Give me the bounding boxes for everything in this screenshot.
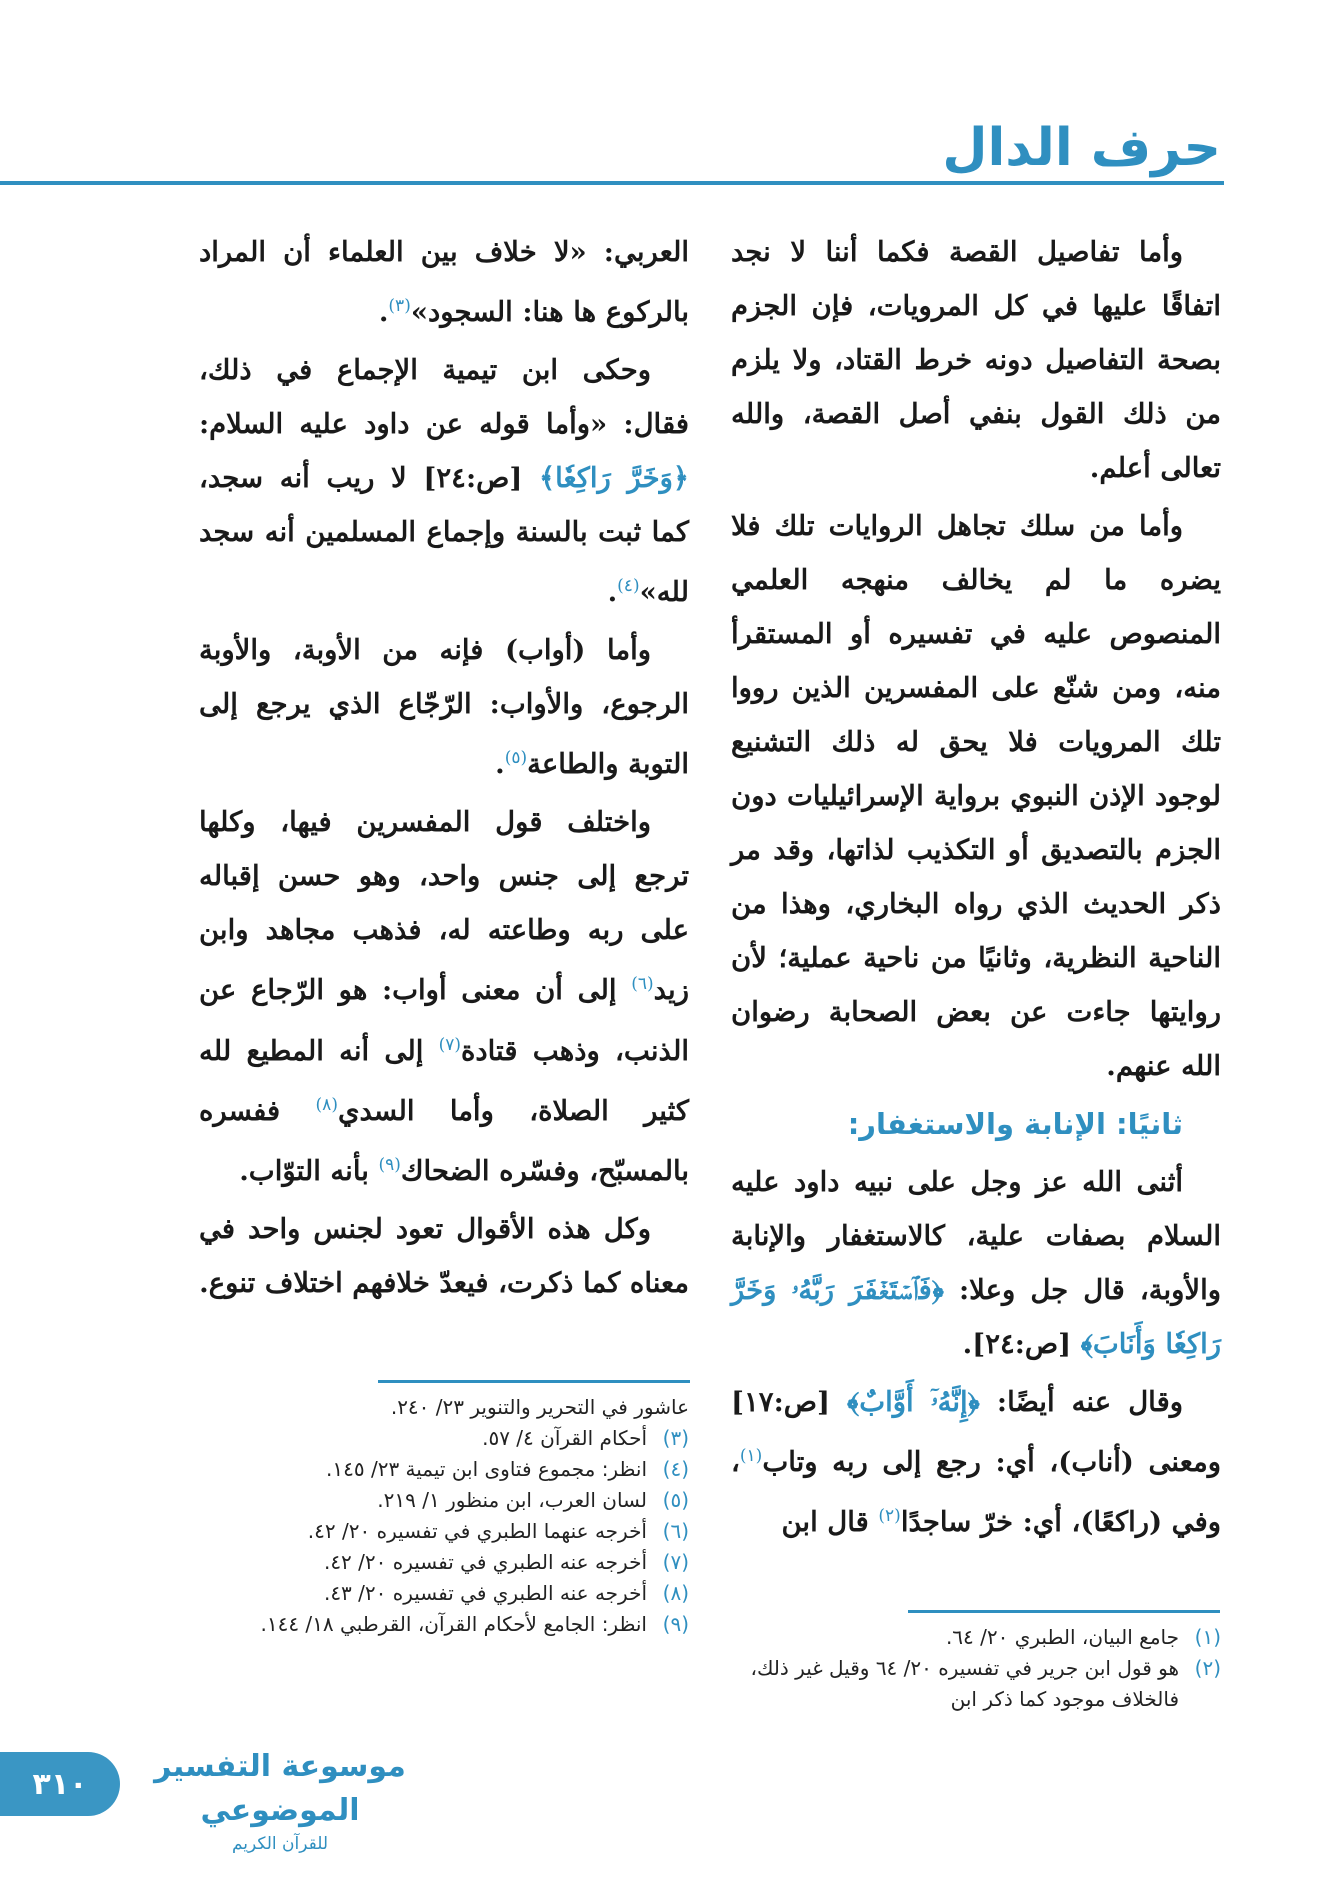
footnote-item: (٦) أخرجه عنهما الطبري في تفسيره ٢٠/ ٤٢. bbox=[307, 1519, 689, 1543]
footnote-ref[interactable]: (٨) bbox=[315, 1094, 338, 1115]
header-rule bbox=[0, 181, 1224, 185]
quran-verse: ﴿وَخَرَّ رَاكِعٗا﴾ bbox=[539, 462, 689, 495]
footnotes-right bbox=[731, 1622, 1221, 1715]
quran-verse: ﴿فَٱسۡتَغۡفَرَ رَبَّهُۥ وَخَرَّ رَاكِعٗا وَأَنَابَ﴾ bbox=[731, 1274, 1221, 1360]
footnote-item: (٧) أخرجه عنه الطبري في تفسيره ٢٠/ ٤٢. bbox=[323, 1550, 689, 1574]
section-heading: ثانيًا: الإنابة والاستغفار: bbox=[847, 1107, 1183, 1141]
footnote-ref[interactable]: (٦) bbox=[631, 974, 654, 995]
footnote-item: (٣) أحكام القرآن ٤/ ٥٧. bbox=[482, 1426, 689, 1450]
paragraph: وأما (أواب) فإنه من الأوبة، والأوبة الرجوع، والأواب: الرّجّاع الذي يرجع إلى التوبة والطاعة$^{(٥)}$. bbox=[199, 634, 689, 781]
footnote-item: (٢) هو قول ابن جرير في تفسيره ٢٠/ ٦٤ وقيل غير ذلك، فالخلاف موجود كما ذكر ابن bbox=[750, 1656, 1221, 1711]
brand-logo bbox=[150, 1745, 410, 1854]
page-title: حرف الدال bbox=[942, 118, 1221, 178]
brand-subtitle: للقرآن الكريم bbox=[231, 1834, 329, 1854]
footnote-ref[interactable]: (٤) bbox=[617, 576, 640, 597]
footnote-ref[interactable]: (٧) bbox=[438, 1034, 462, 1055]
footnote-ref[interactable]: (٢) bbox=[878, 1506, 901, 1527]
footnote-ref[interactable]: (٩) bbox=[378, 1154, 401, 1175]
footnote-item: (١) جامع البيان، الطبري ٢٠/ ٦٤. bbox=[945, 1625, 1221, 1649]
quran-verse: ﴿إِنَّهُۥٓ أَوَّابٌ﴾ bbox=[847, 1386, 980, 1418]
footnotes-left bbox=[199, 1392, 689, 1640]
paragraph: وحكى ابن تيمية الإجماع في ذلك، فقال: «وأما قوله عن داود عليه السلام: ﴿وَخَرَّ رَاكِعٗا﴾ [ص:٢٤] لا ريب أنه سجد، كما ثبت بالسنة وإجماع المسلمين أنه سجد لله»$^{(٤)}$. bbox=[199, 354, 689, 609]
footnote-item: (٥) لسان العرب، ابن منظور ١/ ٢١٩. bbox=[377, 1488, 689, 1512]
brand-title: موسوعة التفسير الموضوعي bbox=[154, 1749, 406, 1828]
footnote-ref[interactable]: (١) bbox=[739, 1446, 763, 1466]
right-column bbox=[731, 225, 1221, 1553]
footnote-divider bbox=[908, 1610, 1220, 1613]
footnote-divider bbox=[378, 1380, 690, 1383]
paragraph: وأما تفاصيل القصة فكما أننا لا نجد اتفاقًا عليها في كل المرويات، فإن الجزم بصحة التفاصيل دونه خرط القتاد، ولا يلزم من ذلك القول بنفي أصل القصة، والله تعالى أعلم. bbox=[731, 236, 1221, 484]
paragraph: واختلف قول المفسرين فيها، وكلها ترجع إلى جنس واحد، وهو حسن إقباله على ربه وطاعته له، فذهب مجاهد وابن زيد$^{(٦)}$ إلى أن معنى أواب: هو الرّجاع عن الذنب، وذهب قتادة$^{(٧)}$ إلى أنه المطيع لله كثير الصلاة، وأما السدي$^{(٨)}$ ففسره بالمسبّح، وفسّره الضحاك$^{(٩)}$ بأنه التوّاب. bbox=[199, 806, 689, 1188]
footnote-item: (٤) انظر: مجموع فتاوى ابن تيمية ٢٣/ ١٤٥. bbox=[326, 1457, 689, 1481]
footnote-continuation: عاشور في التحرير والتنوير ٢٣/ ٢٤٠. bbox=[390, 1395, 689, 1419]
left-column bbox=[199, 225, 689, 1314]
footnote-item: (٩) انظر: الجامع لأحكام القرآن، القرطبي ١٨/ ١٤٤. bbox=[260, 1612, 689, 1636]
paragraph: العربي: «لا خلاف بين العلماء أن المراد بالركوع ها هنا: السجود»$^{(٣)}$. bbox=[199, 236, 689, 329]
page-number: ٣١٠ bbox=[0, 1752, 120, 1816]
footnote-ref[interactable]: (٣) bbox=[388, 296, 411, 316]
paragraph: وكل هذه الأقوال تعود لجنس واحد في معناه كما ذكرت، فيعدّ خلافهم اختلاف تنوع. bbox=[199, 1213, 689, 1300]
paragraph: وأما من سلك تجاهل الروايات تلك فلا يضره ما لم يخالف منهجه العلمي المنصوص عليه في تفسيره أو المستقرأ منه، ومن شنّع على المفسرين الذين رووا تلك المرويات فلا يحق له ذلك التشنيع لوجود الإذن النبوي برواية الإسرائيليات دون الجزم بالتصديق أو التكذيب لذاتها، وقد مر ذكر الحديث الذي رواه البخاري، وهذا من الناحية النظرية، وثانيًا من ناحية عملية؛ لأن روايتها جاءت عن بعض الصحابة رضوان الله عنهم. bbox=[731, 510, 1221, 1082]
footnote-ref[interactable]: (٥) bbox=[504, 748, 528, 769]
footnote-item: (٨) أخرجه عنه الطبري في تفسيره ٢٠/ ٤٣. bbox=[323, 1581, 689, 1605]
paragraph: وقال عنه أيضًا: ﴿إِنَّهُۥٓ أَوَّابٌ﴾ [ص:١٧] ومعنى (أناب)، أي: رجع إلى ربه وتاب$^{(١)}$، وفي (راكعًا)، أي: خرّ ساجدًا$^{(٢)}$ قال ابن bbox=[731, 1386, 1221, 1539]
paragraph: أثنى الله عز وجل على نبيه داود عليه السلام بصفات علية، كالاستغفار والإنابة والأوبة، قال جل وعلا: ﴿فَٱسۡتَغۡفَرَ رَبَّهُۥ وَخَرَّ رَاكِعٗا وَأَنَابَ﴾ [ص:٢٤]. bbox=[731, 1166, 1221, 1360]
